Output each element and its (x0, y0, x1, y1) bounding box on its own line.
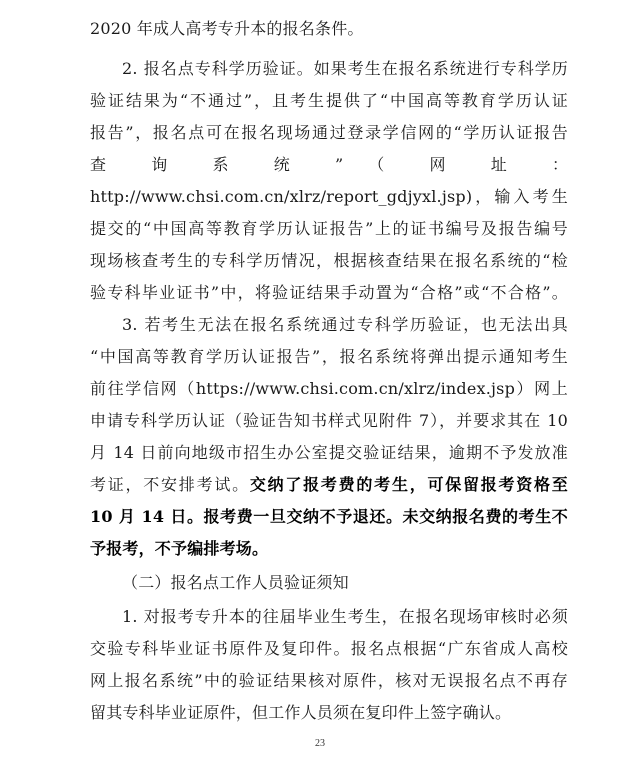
paragraph-2-line-8: 验专科毕业证书”中，将验证结果手动置为“合格”或“不合格”。 (90, 283, 568, 302)
paragraph-3-line-6 (90, 470, 568, 500)
paragraph-4-line-4: 留其专科毕业证原件，但工作人员须在复印件上签字确认。 (90, 703, 512, 722)
paragraph-3-line-8: 予报考，不予编排考场。 (90, 539, 269, 558)
paragraph-3-line-7: 10 月 14 日。报考费一旦交纳不予退还。未交纳报名费的考生不 (90, 507, 568, 526)
paragraph-4-line-1: 1. 对报考专升本的往届毕业生考生，在报名现场审核时必须 (122, 607, 568, 626)
paragraph-2-line-2: 验证结果为“不通过”，且考生提供了“中国高等教育学历认证 (90, 91, 568, 110)
text-line-1: 2020 年成人高考专升本的报名条件。 (90, 19, 364, 38)
paragraph-2-line-3: 报告”，报名点可在报名现场通过登录学信网的“学历认证报告 (90, 123, 568, 142)
paragraph-3-line-5: 月 14 日前向地级市招生办公室提交验证结果，逾期不予发放准 (90, 443, 568, 462)
paragraph-2-line-6: 提交的“中国高等教育学历认证报告”上的证书编号及报告编号 (90, 219, 568, 238)
paragraph-4-line-2: 交验专科毕业证书原件及复印件。报名点根据“广东省成人高校 (90, 639, 568, 658)
paragraph-2-line-4: 查 询 系 统 ” （ 网 址 ： (90, 155, 568, 174)
no-exam-text: 考证，不安排考试。 (90, 475, 250, 494)
paragraph-4-line-3: 网上报名系统”中的验证结果核对原件，核对无误报名点不再存 (90, 671, 568, 690)
paragraph-2-line-1: 2. 报名点专科学历验证。如果考生在报名系统进行专科学历 (122, 59, 568, 78)
paragraph-3-line-2: “中国高等教育学历认证报告”，报名系统将弹出提示通知考生 (90, 347, 568, 366)
paragraph-3-line-4: 申请专科学历认证（验证告知书样式见附件 7），并要求其在 10 (90, 411, 568, 430)
paragraph-2-line-7: 现场核查考生的专科学历情况，根据核查结果在报名系统的“检 (90, 251, 568, 270)
paragraph-3-line-3: 前往学信网（https://www.chsi.com.cn/xlrz/index.jsp）网上 (90, 379, 568, 398)
bold-fee-text: 交纳了报考费的考生，可保留报考资格至 (249, 475, 568, 494)
paragraph-3-line-1: 3. 若考生无法在报名系统通过专科学历验证，也无法出具 (122, 315, 568, 334)
paragraph-2-line-5: http://www.chsi.com.cn/xlrz/report_gdjyxl.jsp)，输入考生 (90, 187, 568, 206)
section-heading: （二）报名点工作人员验证须知 (122, 573, 349, 592)
page-number: 23 (315, 738, 325, 749)
